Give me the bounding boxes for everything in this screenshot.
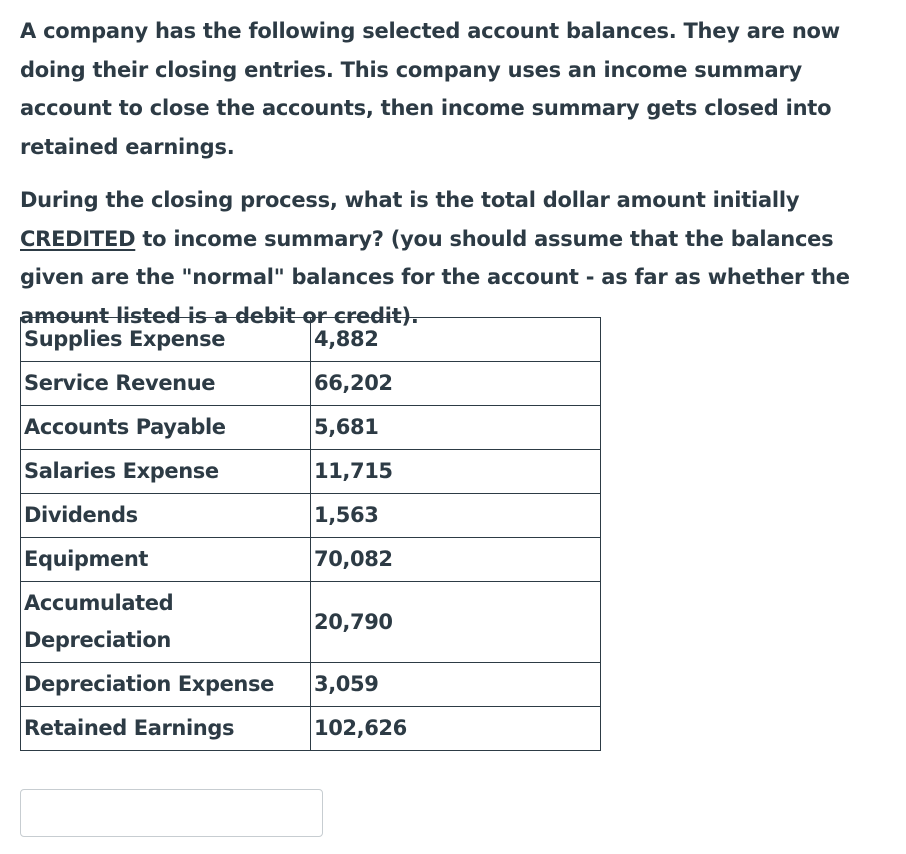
account-balances-table: [20, 317, 601, 751]
account-balance: 11,715: [311, 450, 601, 494]
table-row: [21, 406, 601, 450]
table-row: [21, 707, 601, 751]
answer-input[interactable]: [20, 789, 323, 837]
table-row: [21, 663, 601, 707]
account-name: Dividends: [21, 494, 311, 538]
question-paragraph-prompt: [20, 181, 900, 335]
prompt-text-before: During the closing process, what is the total dollar amount initially: [20, 188, 800, 212]
account-balance: 66,202: [311, 362, 601, 406]
account-name: Salaries Expense: [21, 450, 311, 494]
account-name: Accumulated Depreciation: [21, 582, 311, 663]
account-name: Supplies Expense: [21, 318, 311, 362]
account-balance: 4,882: [311, 318, 601, 362]
credited-emphasis: CREDITED: [20, 226, 136, 251]
account-balance: 102,626: [311, 707, 601, 751]
table-row: [21, 362, 601, 406]
prompt-text-after: to income summary? (you should assume that the balances given are the "normal" balances for the account - as far as whether the amount listed is a debit or credit).: [20, 226, 850, 328]
account-name: Equipment: [21, 538, 311, 582]
account-balance: 3,059: [311, 663, 601, 707]
account-name: Accounts Payable: [21, 406, 311, 450]
account-balance: 1,563: [311, 494, 601, 538]
account-balance: 20,790: [311, 582, 601, 663]
account-name: Depreciation Expense: [21, 663, 311, 707]
table-row: [21, 494, 601, 538]
account-name: Retained Earnings: [21, 707, 311, 751]
table-row: [21, 538, 601, 582]
table-row: [21, 582, 601, 663]
account-balance: 70,082: [311, 538, 601, 582]
account-name: Service Revenue: [21, 362, 311, 406]
question-text: [20, 12, 900, 335]
account-balance: 5,681: [311, 406, 601, 450]
question-paragraph-intro: A company has the following selected account balances. They are now doing their closing entries. This company uses an income summary account to close the accounts, then income summary gets closed into retained earnings.: [20, 19, 840, 159]
table-row: [21, 450, 601, 494]
table-row: [21, 318, 601, 362]
